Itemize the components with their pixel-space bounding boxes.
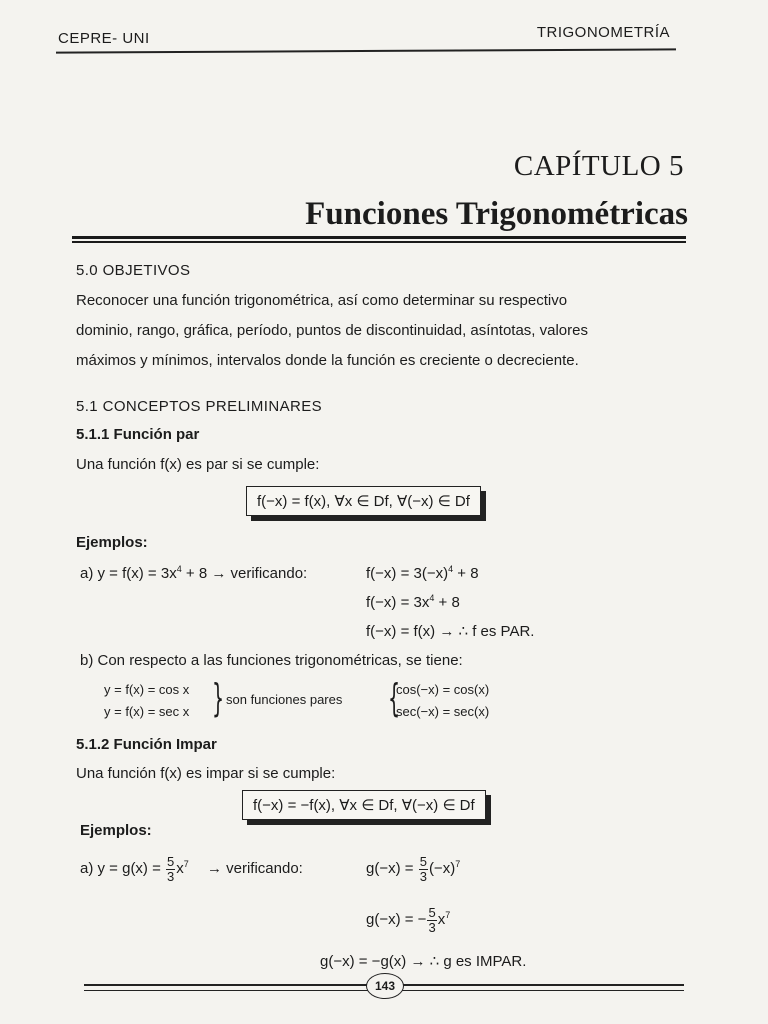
fraction-numerator: 5 — [167, 854, 175, 869]
ex2-var: x — [176, 860, 184, 878]
example-b-middle: son funciones pares — [226, 692, 343, 707]
section-heading-conceptos: 5.1 CONCEPTOS PRELIMINARES — [76, 398, 323, 415]
step2-lhs: f(−x) = 3x — [366, 594, 430, 611]
header-left: CEPRE- UNI — [58, 30, 150, 47]
example2-a-statement — [80, 855, 303, 883]
fraction-numerator: 5 — [428, 905, 436, 920]
left-brace: { — [388, 676, 401, 720]
objetivos-line-1: Reconocer una función trigonométrica, así como determinar su respectivo — [76, 292, 568, 309]
example-a-conclusion: f(−x) = f(x) → ∴ f es PAR. — [366, 623, 535, 640]
title-rule-thin — [72, 241, 686, 243]
examples-label-2: Ejemplos: — [80, 822, 152, 839]
example2-step-1 — [366, 855, 460, 883]
example-b-statement: b) Con respecto a las funciones trigonométricas, se tiene: — [80, 652, 463, 669]
ex2-step2-exp: 7 — [445, 910, 451, 921]
funcion-par-intro: Una función f(x) es par si se cumple: — [76, 456, 320, 473]
right-brace: } — [212, 676, 225, 720]
even-function-definition-box: f(−x) = f(x), ∀x ∈ Df, ∀(−x) ∈ Df — [246, 486, 481, 516]
odd-function-definition-box: f(−x) = −f(x), ∀x ∈ Df, ∀(−x) ∈ Df — [242, 790, 486, 820]
example-b-left-2: y = f(x) = sec x — [104, 704, 190, 719]
step1-rhs: + 8 — [453, 565, 479, 582]
ex2-lhs: a) y = g(x) = — [80, 860, 161, 878]
fraction-5-3 — [427, 906, 436, 934]
step1-lhs: f(−x) = 3(−x) — [366, 565, 449, 582]
funcion-impar-intro: Una función f(x) es impar si se cumple: — [76, 765, 336, 782]
ex2-step1-exp: 7 — [455, 859, 461, 870]
examples-label: Ejemplos: — [76, 534, 148, 551]
ex2-verify: → verificando: — [206, 860, 303, 878]
header-rule — [56, 48, 676, 53]
fraction-5-3 — [166, 855, 175, 883]
title-rule — [72, 236, 686, 239]
step2-rhs: + 8 — [434, 594, 460, 611]
ex2-step2-lhs: g(−x) = − — [366, 911, 427, 929]
objetivos-line-3: máximos y mínimos, intervalos donde la función es creciente o decreciente. — [76, 352, 579, 369]
example-a-step-1 — [366, 564, 479, 582]
ex2-step1-lhs: g(−x) = — [366, 860, 414, 878]
subsection-funcion-impar: 5.1.2 Función Impar — [76, 736, 217, 753]
example-b-left-1: y = f(x) = cos x — [104, 682, 190, 697]
example-a-exp: 4 — [176, 564, 182, 574]
example-a-mid: + 8 → verificando: — [181, 565, 308, 582]
fraction-denominator: 3 — [428, 919, 436, 935]
chapter-title: Funciones Trigonométricas — [305, 196, 688, 232]
objetivos-line-2: dominio, rango, gráfica, período, puntos de discontinuidad, asíntotas, valores — [76, 322, 588, 339]
fraction-denominator: 3 — [167, 868, 175, 884]
subsection-funcion-par: 5.1.1 Función par — [76, 426, 200, 443]
example-b-right-2: sec(−x) = sec(x) — [396, 704, 490, 719]
ex2-exp: 7 — [183, 859, 189, 870]
chapter-number: CAPÍTULO 5 — [513, 150, 684, 182]
ex2-step2-var: x — [437, 911, 446, 929]
example2-step-2 — [366, 906, 450, 934]
example-b-right-1: cos(−x) = cos(x) — [396, 682, 490, 697]
step2-exp: 4 — [429, 593, 435, 603]
fraction-denominator: 3 — [419, 868, 427, 884]
step1-exp: 4 — [448, 564, 454, 574]
header-right: TRIGONOMETRÍA — [536, 24, 670, 41]
example2-conclusion: g(−x) = −g(x) → ∴ g es IMPAR. — [320, 953, 527, 970]
example-a-left: a) y = f(x) = 3x — [80, 565, 177, 582]
example-a-statement — [80, 564, 307, 582]
fraction-5-3 — [419, 855, 428, 883]
fraction-numerator: 5 — [419, 854, 427, 869]
section-heading-objetivos: 5.0 OBJETIVOS — [76, 262, 191, 279]
page-number: 143 — [366, 973, 404, 999]
example-a-step-2 — [366, 593, 460, 611]
ex2-step1-var: (−x) — [428, 860, 456, 878]
